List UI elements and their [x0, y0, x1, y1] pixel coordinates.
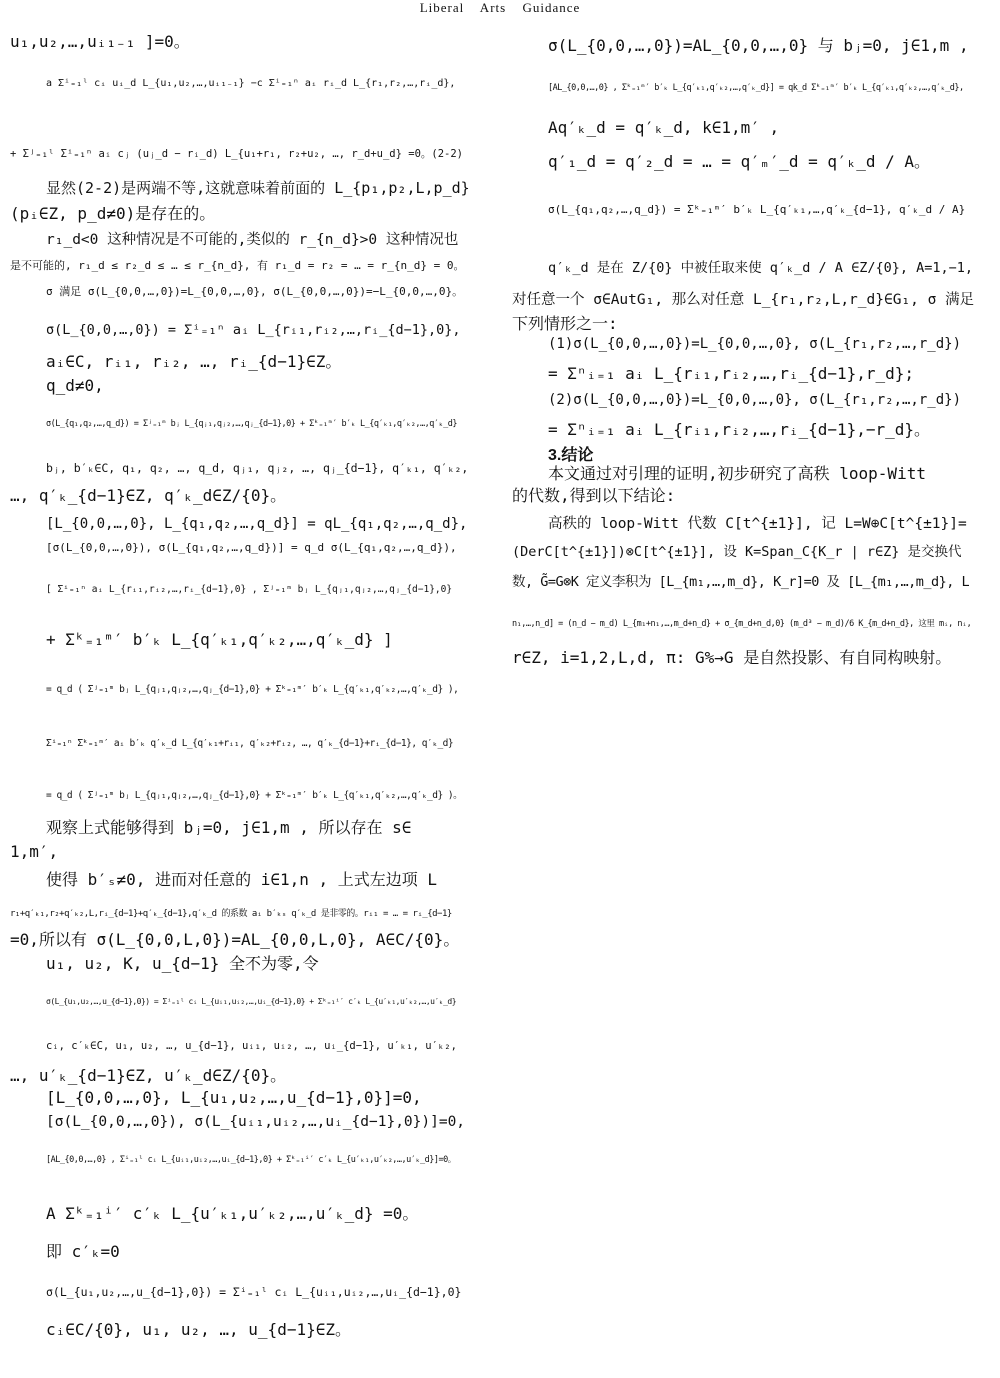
formula-line: = Σⁿᵢ₌₁ aᵢ L_{rᵢ₁,rᵢ₂,…,rᵢ_{d−1},−r_d}。	[548, 420, 931, 439]
formula-line: …, u′ₖ_{d−1}∈Z, u′ₖ_d∈Z/{0}。	[10, 1066, 287, 1085]
formula-line: (1)σ(L_{0,0,…,0})=L_{0,0,…,0}, σ(L_{r₁,r₂,…,r_d})	[548, 336, 962, 352]
formula-line: …, q′ₖ_{d−1}∈Z, q′ₖ_d∈Z/{0}。	[10, 486, 287, 505]
formula-line: + Σᵏ₌₁ᵐ′ b′ₖ L_{q′ₖ₁,q′ₖ₂,…,q′ₖ_d} ]	[46, 630, 393, 649]
formula-line: σ(L_{0,0,…,0})=AL_{0,0,…,0} 与 bⱼ=0, j∈1,m ,	[548, 36, 969, 55]
formula-line: a Σⁱ₌₁ˡ cᵢ uᵢ_d L_{u₁,u₂,…,uᵢ₁₋₁} −c Σⁱ₌₁ⁿ aᵢ rᵢ_d L_{r₁,r₂,…,rᵢ_d},	[46, 78, 456, 89]
formula-line: [L_{0,0,…,0}, L_{q₁,q₂,…,q_d}] = qL_{q₁,q₂,…,q_d},	[46, 516, 468, 532]
text-line: r₁_d<0 这种情况是不可能的,类似的 r_{n_d}>0 这种情况也	[46, 232, 459, 248]
text-line: 使得 b′ₛ≠0, 进而对任意的 i∈1,n , 上式左边项 L	[46, 870, 438, 889]
text-line: r₁+q′ₖ₁,r₂+q′ₖ₂,L,rᵢ_{d−1}+q′ₖ_{d−1},q′ₖ_d 的系数 aᵢ b′ₖₛ q′ₖ_d 是非零的。rᵢ₁ = … = rᵢ_{d−1}	[10, 909, 452, 919]
text-line: 是不可能的, r₁_d ≤ r₂_d ≤ … ≤ r_{n_d}, 有 r₁_d = r₂ = … = r_{n_d} = 0。	[10, 259, 465, 272]
text-line: 对任意一个 σ∈AutG₁, 那么对任意 L_{r₁,r₂,L,r_d}∈G₁, σ 满足	[512, 292, 975, 308]
text-line: u₁, u₂, K, u_{d−1} 全不为零,令	[46, 954, 319, 973]
formula-line: Σⁱ₌₁ⁿ Σᵏ₌₁ᵐ′ aᵢ b′ₖ q′ₖ_d L_{q′ₖ₁+rᵢ₁, q′ₖ₂+rᵢ₂, …, q′ₖ_{d−1}+rᵢ_{d−1}, q′ₖ_d}	[46, 738, 454, 749]
text-line: 显然(2-2)是两端不等,这就意味着前面的 L_{p₁,p₂,L,p_d}	[46, 179, 470, 197]
text-line: (pᵢ∈Z, p_d≠0)是存在的。	[10, 204, 216, 223]
text-line: r∈Z, i=1,2,L,d, π: G%→G 是自然投影、有自同构映射。	[512, 648, 952, 667]
text-line: 高秩的 loop-Witt 代数 C[t^{±1}], 记 L=W⊕C[t^{±1}]=	[548, 516, 967, 532]
formula-line: = q_d ( Σʲ₌₁ᵐ bⱼ L_{qⱼ₁,qⱼ₂,…,qⱼ_{d−1},0} + Σᵏ₌₁ᵐ′ b′ₖ L_{q′ₖ₁,q′ₖ₂,…,q′ₖ_d} ),	[46, 684, 459, 695]
formula-line: [AL_{0,0,…,0} , Σᵏ₌₁ᵐ′ b′ₖ L_{q′ₖ₁,q′ₖ₂,…,q′ₖ_d}] = qk_d Σᵏ₌₁ᵐ′ b′ₖ L_{q′ₖ₁,q′ₖ₂,…,q′ₖ_d},	[548, 83, 964, 93]
formula-line: cᵢ∈C/{0}, u₁, u₂, …, u_{d−1}∈Z。	[46, 1320, 351, 1339]
formula-line: = q_d ( Σʲ₌₁ᵐ bⱼ L_{qⱼ₁,qⱼ₂,…,qⱼ_{d−1},0} + Σᵏ₌₁ᵐ′ b′ₖ L_{q′ₖ₁,q′ₖ₂,…,q′ₖ_d} )。	[46, 790, 463, 801]
formula-line: q′₁_d = q′₂_d = … = q′ₘ′_d = q′ₖ_d / A。	[548, 152, 931, 171]
formula-line: σ(L_{u₁,u₂,…,u_{d−1},0}) = Σⁱ₌₁ˡ cᵢ L_{uᵢ₁,uᵢ₂,…,uᵢ_{d−1},0} + Σᵏ₌₁ⁱ′ c′ₖ L_{u′ₖ₁,u′ₖ₂,…,u′ₖ_d}	[46, 997, 457, 1006]
formula-line: [L_{0,0,…,0}, L_{u₁,u₂,…,u_{d−1},0}]=0,	[46, 1088, 422, 1107]
formula-line: (2)σ(L_{0,0,…,0})=L_{0,0,…,0}, σ(L_{r₁,r₂,…,r_d})	[548, 392, 962, 408]
formula-line: = Σⁿᵢ₌₁ aᵢ L_{rᵢ₁,rᵢ₂,…,rᵢ_{d−1},r_d};	[548, 364, 915, 383]
formula-line: bⱼ, b′ₖ∈C, q₁, q₂, …, q_d, qⱼ₁, qⱼ₂, …, qⱼ_{d−1}, q′ₖ₁, q′ₖ₂,	[46, 461, 469, 475]
text-line: 下列情形之一:	[512, 314, 618, 333]
text-line: =0,所以有 σ(L_{0,0,L,0})=AL_{0,0,L,0}, A∈C/{0}。	[10, 930, 460, 949]
formula-line: σ(L_{q₁,q₂,…,q_d}) = Σʲ₌₁ᵐ bⱼ L_{qⱼ₁,qⱼ₂,…,qⱼ_{d−1},0} + Σᵏ₌₁ᵐ′ b′ₖ L_{q′ₖ₁,q′ₖ₂,…,q′ₖ_d}	[46, 419, 457, 429]
text-line: σ 满足 σ(L_{0,0,…,0})=L_{0,0,…,0}, σ(L_{0,0,…,0})=−L_{0,0,…,0}。	[46, 285, 464, 298]
text-line: 的代数,得到以下结论:	[512, 486, 676, 505]
text-line: 数, G̃=G⊗K 定义李积为 [L_{m₁,…,m_d}, K_r]=0 及 [L_{m₁,…,m_d}, L	[512, 574, 970, 590]
section-heading: 3.结论	[548, 447, 594, 464]
formula-line: q_d≠0,	[46, 376, 104, 395]
formula-line: [σ(L_{0,0,…,0}), σ(L_{q₁,q₂,…,q_d})] = q_d σ(L_{q₁,q₂,…,q_d}),	[46, 541, 457, 554]
formula-line: aᵢ∈C, rᵢ₁, rᵢ₂, …, rᵢ_{d−1}∈Z。	[46, 352, 342, 371]
formula-line: σ(L_{0,0,…,0}) = Σⁱ₌₁ⁿ aᵢ L_{rᵢ₁,rᵢ₂,…,rᵢ_{d−1},0},	[46, 322, 461, 338]
running-header: Liberal Arts Guidance	[419, 0, 581, 15]
text-line: 1,m′,	[10, 842, 59, 861]
formula-line: cᵢ, c′ₖ∈C, u₁, u₂, …, u_{d−1}, uᵢ₁, uᵢ₂, …, uᵢ_{d−1}, u′ₖ₁, u′ₖ₂,	[46, 1040, 457, 1052]
formula-line: + Σʲ₌₁ˡ Σⁱ₌₁ⁿ aᵢ cⱼ (uⱼ_d − rᵢ_d) L_{u₁+r₁, r₂+u₂, …, r_d+u_d} =0。(2-2)	[10, 148, 464, 160]
formula-line: 即 c′ₖ=0	[46, 1242, 120, 1261]
text-line: 本文通过对引理的证明,初步研究了高秩 loop-Witt	[548, 464, 926, 483]
formula-line: [AL_{0,0,…,0} , Σⁱ₌₁ˡ cᵢ L_{uᵢ₁,uᵢ₂,…,uᵢ_{d−1},0} + Σᵏ₌₁ⁱ′ c′ₖ L_{u′ₖ₁,u′ₖ₂,…,u′ₖ_d}]=0。	[46, 1155, 456, 1165]
formula-line: [ Σⁱ₌₁ⁿ aᵢ L_{rᵢ₁,rᵢ₂,…,rᵢ_{d−1},0} , Σʲ₌₁ᵐ bⱼ L_{qⱼ₁,qⱼ₂,…,qⱼ_{d−1},0}	[46, 584, 453, 595]
text-line: q′ₖ_d 是在 Z/{0} 中被任取来使 q′ₖ_d / A ∈Z/{0}, A=1,−1,	[548, 260, 973, 276]
formula-line: Aq′ₖ_d = q′ₖ_d, k∈1,m′ ,	[548, 118, 780, 137]
text-line: (DerC[t^{±1}])⊗C[t^{±1}], 设 K=Span_C{K_r | r∈Z} 是交换代	[512, 544, 962, 560]
formula-line: [σ(L_{0,0,…,0}), σ(L_{uᵢ₁,uᵢ₂,…,uᵢ_{d−1},0})]=0,	[46, 1114, 466, 1130]
formula-line: σ(L_{u₁,u₂,…,u_{d−1},0}) = Σⁱ₌₁ˡ cᵢ L_{uᵢ₁,uᵢ₂,…,uᵢ_{d−1},0}	[46, 1285, 462, 1299]
formula-line: n₁,…,n_d] = (n_d − m_d) L_{m₁+n₁,…,m_d+n_d} + σ_{m_d+n_d,0} (m_d³ − m_d)/6 K_{m_d+n_d}, 这里 mᵢ, nᵢ,	[512, 619, 972, 629]
text-line: 观察上式能够得到 bⱼ=0, j∈1,m , 所以存在 s∈	[46, 818, 412, 837]
text-line: u₁,u₂,…,uᵢ₁₋₁ ]=0。	[10, 32, 190, 51]
formula-line: σ(L_{q₁,q₂,…,q_d}) = Σᵏ₌₁ᵐ′ b′ₖ L_{q′ₖ₁,…,q′ₖ_{d−1}, q′ₖ_d / A}	[548, 203, 966, 216]
formula-line: A Σᵏ₌₁ⁱ′ c′ₖ L_{u′ₖ₁,u′ₖ₂,…,u′ₖ_d} =0。	[46, 1204, 419, 1223]
